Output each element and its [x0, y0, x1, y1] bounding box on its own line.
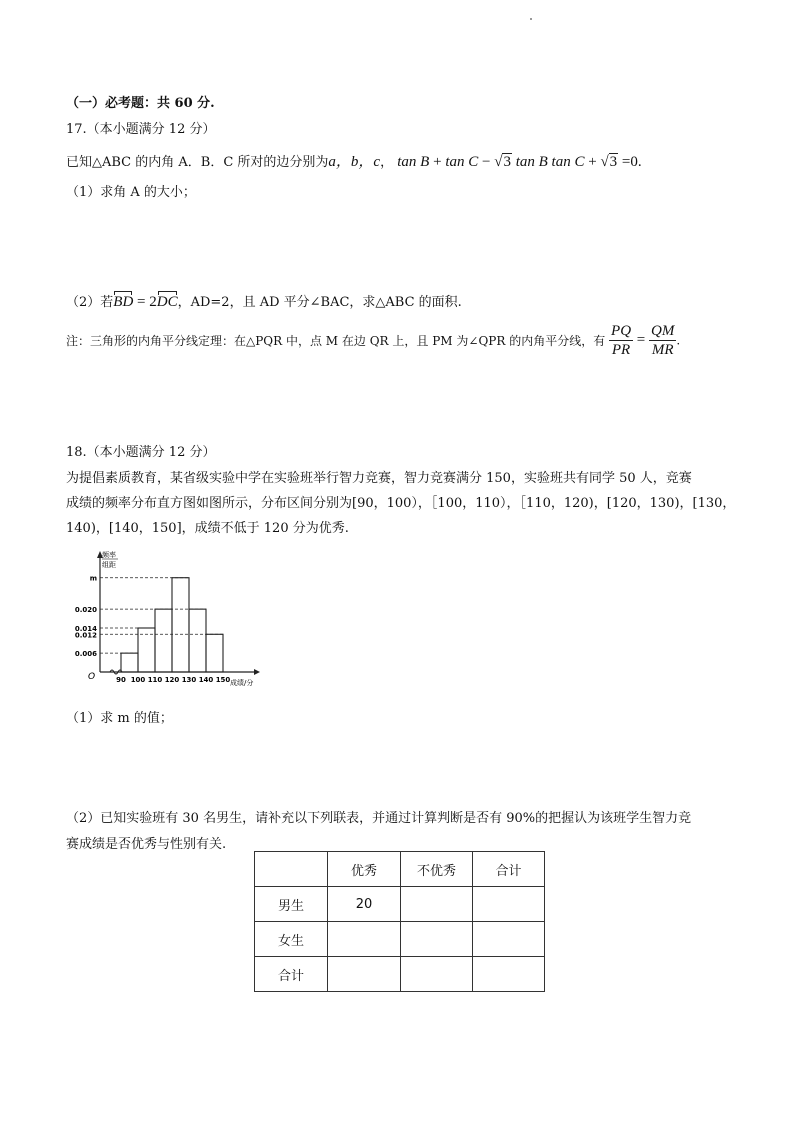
sqrt-arg-2: 3: [609, 154, 618, 170]
q17-part1: （1）求角 A 的大小；: [66, 185, 196, 200]
eq-minus: −: [478, 154, 495, 170]
sqrt-symbol: √: [494, 154, 503, 170]
sqrt-arg-1: 3: [503, 154, 511, 170]
eq-plus-1: +: [429, 154, 446, 170]
eq-tanC: tan C: [445, 154, 479, 170]
histogram-bar: [155, 609, 172, 672]
origin-label: O: [88, 672, 96, 682]
table-cell: [473, 922, 545, 957]
table-cell: 女生: [255, 922, 328, 957]
table-row: [255, 922, 545, 957]
section-header: （一）必考题：共 60 分.: [66, 96, 215, 111]
table-header-cell: 不优秀: [401, 852, 473, 887]
q17-equation: [397, 153, 641, 170]
y-tick-label: 0.012: [74, 631, 97, 640]
x-tick-label: 120: [164, 676, 180, 684]
q17-vector-eq: [113, 294, 177, 310]
eq-tanB: tan B: [397, 154, 430, 170]
q17-part2-prefix: （2）若: [66, 295, 114, 310]
x-axis-label: 成绩/分: [230, 679, 254, 687]
frac2-num: QM: [651, 323, 675, 339]
note-eq-sign: =: [633, 332, 650, 348]
q17-note: [66, 322, 680, 359]
table-cell: [401, 922, 473, 957]
histogram-bar: [189, 609, 206, 672]
q17-stem: [66, 150, 642, 171]
vector-eq-sign: = 2: [133, 294, 157, 310]
table-header-cell: 优秀: [328, 852, 401, 887]
frequency-histogram: [66, 548, 276, 688]
vector-dc: DC: [156, 294, 178, 310]
table-cell: [401, 887, 473, 922]
table-header-cell: [255, 852, 328, 887]
x-tick-label: 140: [198, 676, 214, 684]
q17-part2-suffix: ，AD=2，且 AD 平分∠BAC，求△ABC 的面积.: [177, 295, 462, 310]
q18-stem-line2: 成绩的频率分布直方图如图所示，分布区间分别为[90，100），［100，110），［110，120)，[120，130)，[130，: [66, 496, 736, 511]
x-tick-label: 150: [215, 676, 231, 684]
q17-stem-vars: a，b，c: [328, 154, 381, 170]
q18-part2-line1: （2）已知实验班有 30 名男生，请补充以下列联表，并通过计算判断是否有 90%的把握认为该班学生智力竞: [66, 811, 692, 826]
frac1-den: PR: [611, 342, 631, 358]
histogram-bar: [172, 578, 189, 672]
q18-heading: 18.（本小题满分 12 分）: [66, 445, 216, 460]
table-cell: [328, 922, 401, 957]
q18-stem-line1: 为提倡素质教育，某省级实验中学在实验班举行智力竞赛，智力竞赛满分 150，实验班共有同学 50 人，竞赛: [66, 471, 692, 486]
x-tick-label: 110: [147, 676, 163, 684]
x-tick-label: 90: [116, 676, 126, 684]
q17-stem-sep: ，: [380, 155, 394, 170]
y-tick-label: 0.006: [74, 650, 97, 659]
y-label-bottom: 组距: [102, 561, 116, 569]
q18-part1: （1）求 m 的值；: [66, 711, 173, 726]
note-end: .: [676, 333, 681, 348]
table-header-row: [255, 852, 545, 887]
table-cell: 20: [328, 887, 401, 922]
note-prefix: 注：三角形的内角平分线定理：在△PQR 中，点 M 在边 QR 上，且 PM 为∠QPR 的内角平分线，有: [66, 334, 606, 348]
y-tick-label: 0.020: [74, 606, 97, 615]
eq-end: =0.: [618, 154, 642, 170]
q17-stem-prefix: 已知△ABC 的内角 A．B．C 所对的边分别为: [66, 155, 329, 170]
q18-stem-line3: 140)，[140，150]，成绩不低于 120 分为优秀.: [66, 521, 349, 536]
table-cell: [473, 957, 545, 992]
eq-tanB-tanC: tan B tan C: [511, 154, 585, 170]
table-row: [255, 957, 545, 992]
table-cell: 合计: [255, 957, 328, 992]
x-tick-label: 130: [181, 676, 197, 684]
eq-plus-2: +: [584, 154, 601, 170]
table-cell: [401, 957, 473, 992]
y-tick-label: 0.014: [74, 625, 97, 633]
scan-speck: [530, 18, 532, 20]
note-fraction-qm-mr: [649, 322, 676, 359]
sqrt-symbol: √: [600, 154, 609, 170]
histogram-bar: [121, 653, 138, 672]
x-axis-arrow: [254, 669, 260, 675]
table-row: [255, 887, 545, 922]
note-fraction-pq-pr: [609, 322, 633, 359]
table-header-cell: 合计: [473, 852, 545, 887]
table-cell: [328, 957, 401, 992]
frac2-den: MR: [651, 342, 674, 358]
q17-heading: 17.（本小题满分 12 分）: [66, 122, 216, 137]
q18-part2-line2: 赛成绩是否优秀与性别有关.: [66, 837, 227, 852]
table-cell: 男生: [255, 887, 328, 922]
q17-part2: [66, 291, 462, 311]
y-label-top: 频率: [102, 551, 116, 559]
x-tick-label: 100: [130, 676, 146, 684]
frac1-num: PQ: [611, 323, 632, 339]
histogram-bar: [206, 634, 223, 672]
contingency-table: [254, 851, 545, 992]
y-tick-label: m: [89, 574, 97, 583]
table-cell: [473, 887, 545, 922]
vector-bd: BD: [113, 294, 134, 310]
